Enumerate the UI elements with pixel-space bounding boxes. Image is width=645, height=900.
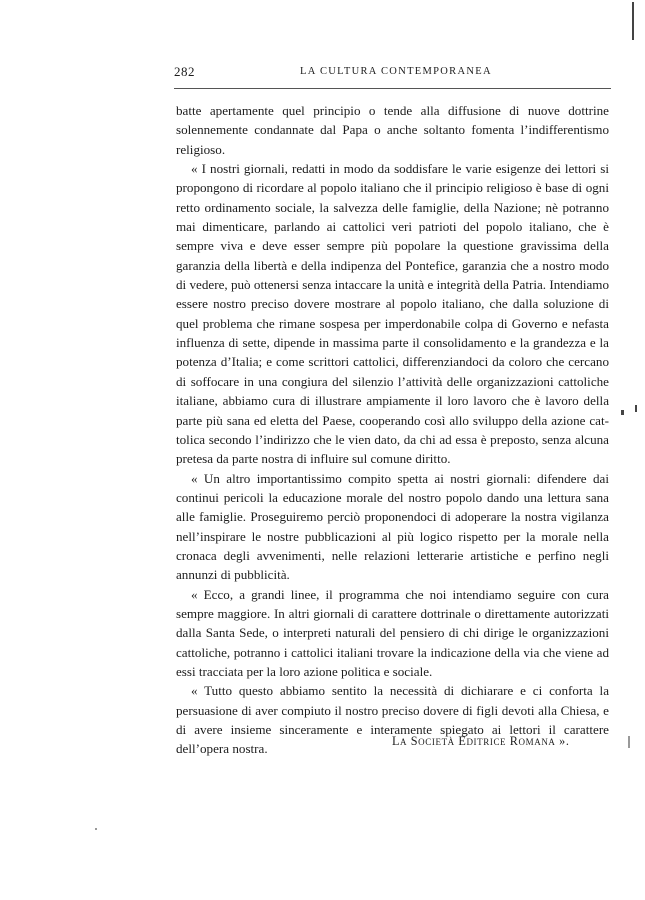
scan-edge-mark — [632, 2, 634, 40]
paragraph-2: « I nostri giornali, redatti in modo da soddisfare le varie esigenze dei lettori si propongono di ricordare al popolo italiano che il principio religioso è base di ogni retto ordinamento sociale, la salvezza delle famiglie, della Nazione; nè potranno mai dimenticare, parlando ai cattolici veri patrioti del popolo italiano, che è sempre viva e deve esser sempre più popolare la questione gravissima della garanzia della libertà e della indipenza del Pontefice, garanzia che a nostro modo di vedere, può ottenersi senza intaccare la unità e integrità della Patria. Intendiamo essere nostro preciso dovere mostrare al popolo italiano, che dalla soluzione di quel problema che rimane sospesa per imperdonabile colpa di Governo e nefasta influenza di sette, dipende in massima parte il consolidamento e la grandezza e la potenza d’Italia; e come scrittori cattolici, differenziandoci da coloro che cercano di soffocare in una congiura del silenzio l’attività delle organizzazioni cattoliche italiane, abbiamo cura di illustrare ampiamente il loro lavoro che è lavoro della parte più sana ed eletta del Paese, cooperando così allo sviluppo della azione cattolica secondo l’indirizzo che le vien dato, da chi ad essa è preposto, senza alcuna pretesa da parte nostra di influire sul comune diritto. — [176, 161, 609, 467]
header-rule — [174, 88, 611, 89]
body-text — [176, 101, 609, 759]
page-number: 282 — [174, 64, 195, 79]
scan-speck — [628, 736, 630, 748]
paragraph-1: batte apertamente quel principio o tende alla diffusione di nuove dottrine solennemente condannate dal Papa o anche soltanto fomenta l’indifferentismo religioso. — [176, 103, 609, 157]
page-header — [174, 64, 611, 86]
paragraph-5: « Tutto questo abbiamo sentito la necessità di dichiarare e ci conforta la persuasione di aver compiuto il nostro preciso dovere di figli devoti alla Chiesa, e di avere insieme sinceramente e interamente spiegato ai lettori il carattere dell’opera nostra. — [176, 683, 609, 757]
paragraph-4: « Ecco, a grandi linee, il programma che noi intendiamo seguire con cura sempre maggiore. In altri giornali di carattere dottrinale o direttamente autorizzati dalla Santa Sede, o interpreti naturali del pensiero di chi dirige le organizzazioni cattoliche, potranno i cattolici italiani trovare la indicazione della via che viene ad essi tracciata per la loro azione politica e sociale. — [176, 586, 609, 679]
scan-speck — [621, 410, 624, 415]
scan-speck — [95, 828, 97, 830]
running-title: LA CULTURA CONTEMPORANEA — [300, 66, 492, 77]
scan-speck — [635, 405, 637, 412]
paragraph-3: « Un altro importantissimo compito spetta ai nostri giornali: difendere dai continui pericoli la educazione morale del nostro popolo dando una lettura sana alle famiglie. Proseguiremo perciò proponendoci di adoperare la nostra vigilanza nell’inspirare le nostre pubblicazioni al più logico rispetto per la morale nella cronaca degli avvenimenti, nelle relazioni letterarie artistiche e perfino negli annunzi di pubblicità. — [176, 470, 609, 583]
signature: La Società Editrice Romana ». — [392, 734, 570, 748]
